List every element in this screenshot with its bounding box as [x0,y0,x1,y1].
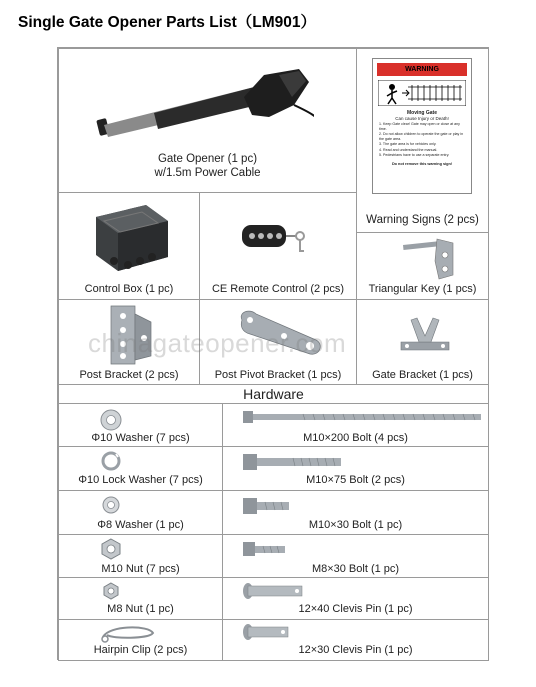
warning-sign-line: 4. Read and understand the manual. [379,147,438,152]
hardware-row [58,446,223,491]
hardware-item-label: Hairpin Clip (2 pcs) [93,644,188,656]
hardware-item-label: M10 Nut (7 pcs) [101,563,180,575]
warning-sign-header: WARNING [377,63,467,76]
cell-gate-opener [58,48,357,193]
post-bracket-icon [105,304,155,366]
gate-opener-actuator-icon [94,57,314,152]
parts-table [57,47,489,660]
bolt-icon [243,496,293,516]
post-bracket-label: Post Bracket (2 pcs) [79,369,179,381]
hardware-row [222,446,489,491]
bolt-icon [243,452,343,472]
gate-bracket-icon [397,312,453,354]
hardware-row [222,619,489,661]
remote-control-icon [240,221,320,261]
watermark: chinagateopener.com [88,328,347,358]
hardware-item-label: M10×30 Bolt (1 pc) [308,519,403,531]
triangular-key-icon [399,235,459,281]
lock-washer-icon [101,451,121,471]
hex-nut-icon [100,538,122,560]
bolt-icon [243,410,483,424]
warning-sign-subtitle-2: Can cause Injury or Death! [395,116,449,121]
hex-nut-icon [102,582,120,600]
gate-hazard-icon [378,80,466,106]
control-box-icon [86,199,176,279]
hairpin-clip-icon [99,623,155,645]
triangular-key-label: Triangular Key (1 pcs) [368,283,477,295]
washer-icon [101,495,121,515]
hardware-row [58,577,223,620]
washer-icon [99,408,123,432]
hardware-header: Hardware [243,386,304,402]
hardware-row [58,403,223,447]
hardware-row [222,490,489,535]
clevis-pin-icon [243,622,293,642]
cell-triangular-key [356,232,489,300]
warning-sign-line: 3. The gate area is for vehicles only. [379,142,437,146]
cell-post-bracket [58,299,200,385]
hardware-row [222,577,489,620]
gate-bracket-label: Gate Bracket (1 pcs) [372,369,473,381]
cell-gate-bracket [356,299,489,385]
hardware-row [58,619,223,661]
gate-opener-cable-label: w/1.5m Power Cable [154,167,261,179]
post-pivot-bracket-icon [234,308,324,358]
hardware-row [222,534,489,578]
cell-remote-control [199,192,357,300]
hardware-row [58,534,223,578]
hardware-row [58,490,223,535]
post-pivot-bracket-label: Post Pivot Bracket (1 pcs) [214,369,342,381]
warning-sign-line: 1. Keep Gate clear! Gate may open or close at any time. [379,122,460,131]
hardware-item-label: 12×30 Clevis Pin (1 pc) [298,644,413,656]
warning-signs-label: Warning Signs (2 pcs) [366,214,479,226]
warning-sign-image [372,58,472,194]
warning-sign-footer: Do not remove this warning sign! [391,161,453,166]
cell-control-box [58,192,200,300]
cell-warning-signs [356,48,489,233]
warning-sign-line: 2. Do not allow children to operate the gate or play in the gate area. [379,132,464,141]
remote-control-label: CE Remote Control (2 pcs) [211,283,345,295]
cell-post-pivot-bracket [199,299,357,385]
page-title: Single Gate Opener Parts List（LM901） [18,14,317,31]
hardware-item-label: Φ10 Lock Washer (7 pcs) [78,474,203,486]
bolt-icon [243,539,293,559]
hardware-item-label: Φ10 Washer (7 pcs) [91,432,190,444]
warning-sign-line: 5. Pedestrians have to use a separate entry. [379,153,450,157]
hardware-header-cell [58,384,489,404]
hardware-row [222,403,489,447]
hardware-item-label: M10×75 Bolt (2 pcs) [306,474,405,486]
hardware-item-label: Φ8 Washer (1 pc) [97,519,184,531]
warning-sign-subtitle: Moving Gate [406,110,437,116]
control-box-label: Control Box (1 pc) [84,283,174,295]
hardware-item-label: M8×30 Bolt (1 pc) [311,563,400,575]
hardware-item-label: M8 Nut (1 pc) [107,603,174,615]
gate-opener-label: Gate Opener (1 pc) [157,153,258,165]
clevis-pin-icon [243,581,307,601]
hardware-item-label: M10×200 Bolt (4 pcs) [303,432,408,444]
hardware-item-label: 12×40 Clevis Pin (1 pc) [298,603,413,615]
